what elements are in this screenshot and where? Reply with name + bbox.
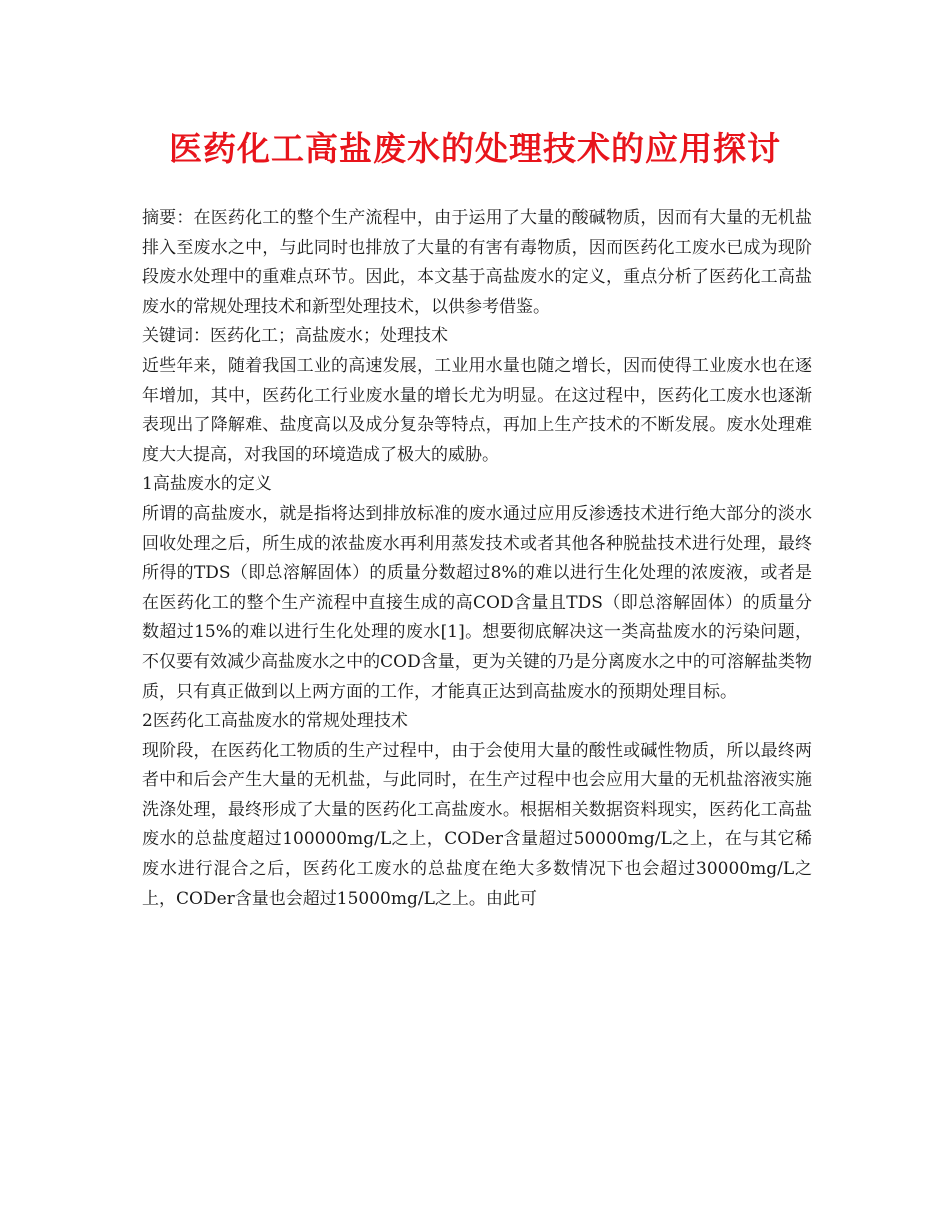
abstract-paragraph: 摘要：在医药化工的整个生产流程中，由于运用了大量的酸碱物质，因而有大量的无机盐排入至废水之中，与此同时也排放了大量的有害有毒物质，因而医药化工废水已成为现阶段废水处理中的重难点环节。因此，本文基于高盐废水的定义，重点分析了医药化工高盐废水的常规处理技术和新型处理技术，以供参考借鉴。 <box>142 208 812 317</box>
intro-paragraph: 近些年来，随着我国工业的高速发展，工业用水量也随之增长，因而使得工业废水也在逐年增加，其中，医药化工行业废水量的增长尤为明显。在这过程中，医药化工废水也逐渐表现出了降解难、盐度高以及成分复杂等特点，再加上生产技术的不断发展。废水处理难度大大提高，对我国的环境造成了极大的威胁。 <box>142 355 812 465</box>
section-1-paragraph: 所谓的高盐废水，就是指将达到排放标准的废水通过应用反渗透技术进行绝大部分的淡水回收处理之后，所生成的浓盐废水再利用蒸发技术或者其他各种脱盐技术进行处理，最终所得的TDS（即总溶解固体）的质量分数超过8%的难以进行生化处理的浓废液，或者是在医药化工的整个生产流程中直接生成的高COD含量且TDS（即总溶解固体）的质量分数超过15%的难以进行生化处理的废水[1]。想要彻底解决这一类高盐废水的污染问题，不仅要有效减少高盐废水之中的COD含量，更为关键的乃是分离废水之中的可溶解盐类物质，只有真正做到以上两方面的工作，才能真正达到高盐废水的预期处理目标。 <box>142 503 812 702</box>
section-2-heading: 2医药化工高盐废水的常规处理技术 <box>142 711 408 732</box>
section-2-paragraph: 现阶段，在医药化工物质的生产过程中，由于会使用大量的酸性或碱性物质，所以最终两者中和后会产生大量的无机盐，与此同时，在生产过程中也会应用大量的无机盐溶液实施洗涤处理，最终形成了大量的医药化工高盐废水。根据相关数据资料现实，医药化工高盐废水的总盐度超过100000mg/L之上，CODer含量超过50000mg/L之上，在与其它稀废水进行混合之后，医药化工废水的总盐度在绝大多数情况下也会超过30000mg/L之上，CODer含量也会超过15000mg/L之上。由此可 <box>142 740 812 909</box>
keywords-line: 关键词：医药化工；高盐废水；处理技术 <box>142 326 448 347</box>
document-body <box>142 204 812 914</box>
section-1-heading: 1高盐废水的定义 <box>142 474 272 495</box>
document-title: 医药化工高盐废水的处理技术的应用探讨 <box>169 129 781 168</box>
